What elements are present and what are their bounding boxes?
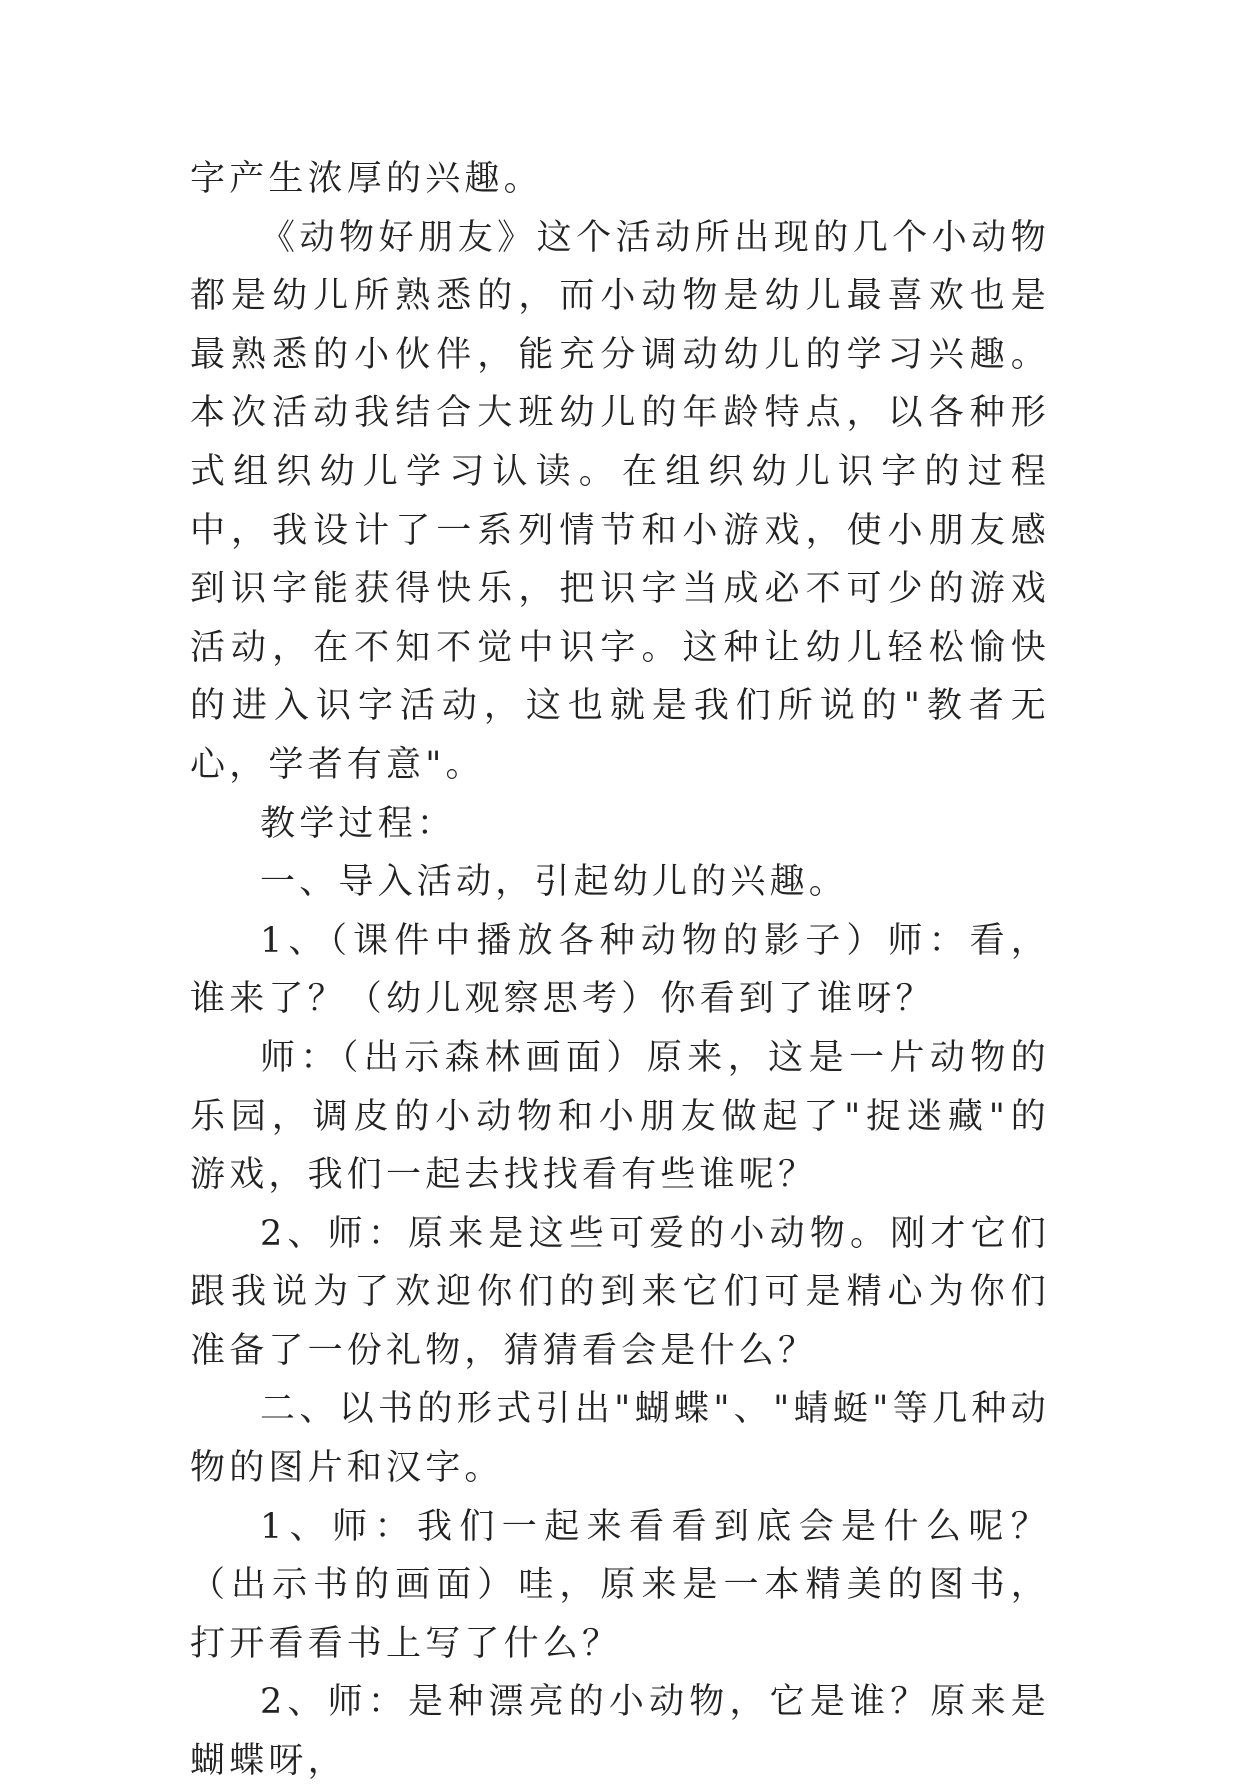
paragraph-step-2-gift: 2、师：原来是这些可爱的小动物。刚才它们跟我说为了欢迎你们的到来它们可是精心为你们准备了一份礼物，猜猜看会是什么？ xyxy=(190,1213,1050,1371)
paragraph-section-one-heading: 一、导入活动，引起幼儿的兴趣。 xyxy=(260,862,849,903)
paragraph-step-2-butterfly: 2、师：是种漂亮的小动物，它是谁？原来是蝴蝶呀， xyxy=(190,1682,1050,1782)
paragraph-continuation: 字产生浓厚的兴趣。 xyxy=(190,159,543,199)
paragraph-activity-description: 《动物好朋友》这个活动所出现的几个小动物都是幼儿所熟悉的，而小动物是幼儿最喜欢也是最熟悉的小伙伴，能充分调动幼儿的学习兴趣。本次活动我结合大班幼儿的年龄特点，以各种形式组织幼儿学习认读。在组织幼儿识字的过程中，我设计了一系列情节和小游戏，使小朋友感到识字能获得快乐，把识字当成必不可少的游戏活动，在不知不觉中识字。这种让幼儿轻松愉快的进入识字活动，这也就是我们所说的"教者无心，学者有意"。 xyxy=(190,217,1050,785)
paragraph-teaching-process-heading: 教学过程： xyxy=(260,803,457,844)
paragraph-step-1-book: 1、师：我们一起来看看到底会是什么呢？（出示书的画面）哇，原来是一本精美的图书，打开看看书上写了什么？ xyxy=(190,1506,1050,1664)
paragraph-forest-scene: 师：（出示森林画面）原来，这是一片动物的乐园，调皮的小动物和小朋友做起了"捉迷藏"的游戏，我们一起去找找看有些谁呢？ xyxy=(190,1037,1050,1196)
paragraph-step-1-shadows: 1、（课件中播放各种动物的影子）师：看，谁来了？（幼儿观察思考）你看到了谁呀？ xyxy=(190,920,1050,1020)
document-body xyxy=(190,150,1050,1791)
paragraph-section-two-heading: 二、以书的形式引出"蝴蝶"、"蜻蜓"等几种动物的图片和汉字。 xyxy=(190,1389,1050,1489)
